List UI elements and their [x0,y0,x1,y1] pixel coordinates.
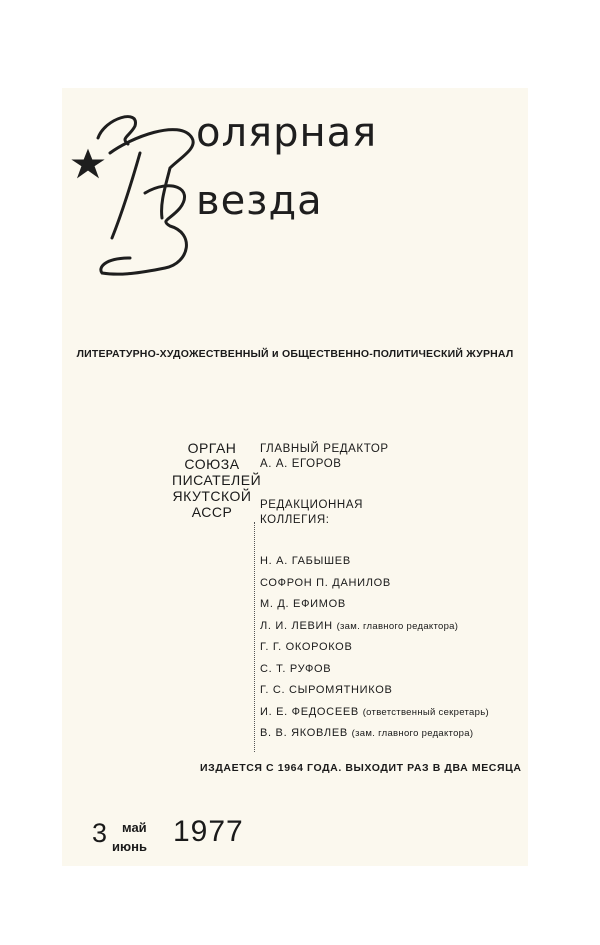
organ-line: ЯКУТСКОЙ [172,488,252,504]
board-label-line1: РЕДАКЦИОННАЯ [260,499,364,511]
editor-block [260,442,389,472]
subtitle-part1: ЛИТЕРАТУРНО-ХУДОЖЕСТВЕННЫЙ [76,348,269,360]
logo-letter-p [110,130,193,238]
list-item: СОФРОН П. ДАНИЛОВ [260,576,391,589]
list-item: И. Е. ФЕДОСЕЕВ (ответственный секретарь) [260,705,489,718]
list-item: Г. С. СЫРОМЯТНИКОВ [260,684,393,696]
list-item: М. Д. ЕФИМОВ [260,598,346,610]
divider-line [254,522,255,752]
journal-subtitle [62,348,528,360]
list-item: Л. И. ЛЕВИН (зам. главного редактора) [260,619,459,632]
journal-logo [70,108,200,288]
list-item: В. В. ЯКОВЛЕВ (зам. главного редактора) [260,727,474,739]
issue-month-1: май [122,820,147,835]
title-line-2: везда [196,178,323,224]
organ-line: ОРГАН [187,440,237,456]
issue-year: 1977 [173,815,244,848]
star-icon [73,150,103,177]
list-item: С. Т. РУФОВ [260,662,332,675]
issue-month-2: июнь [112,839,147,854]
organ-block [172,440,262,520]
board-label [260,498,363,528]
organ-line: СОЮЗА [184,456,240,472]
publish-info: ИЗДАЕТСЯ С 1964 ГОДА. ВЫХОДИТ РАЗ В ДВА МЕСЯЦА [200,762,522,774]
issue-number: 3 [92,818,108,848]
board-label-line2: КОЛЛЕГИЯ: [260,514,330,526]
subtitle-part2: ОБЩЕСТВЕННО-ПОЛИТИЧЕСКИЙ ЖУРНАЛ [281,348,514,360]
board-members [260,555,489,749]
title-line-1: олярная [196,110,378,156]
subtitle-conj: и [271,348,279,360]
editor-role: ГЛАВНЫЙ РЕДАКТОР [260,443,389,455]
organ-line: ПИСАТЕЛЕЙ [172,472,262,488]
list-item: Г. Г. ОКОРОКОВ [260,641,353,653]
editor-name: А. А. ЕГОРОВ [260,458,342,470]
list-item: Н. А. ГАБЫШЕВ [260,555,351,567]
organ-line: АССР [191,504,233,520]
